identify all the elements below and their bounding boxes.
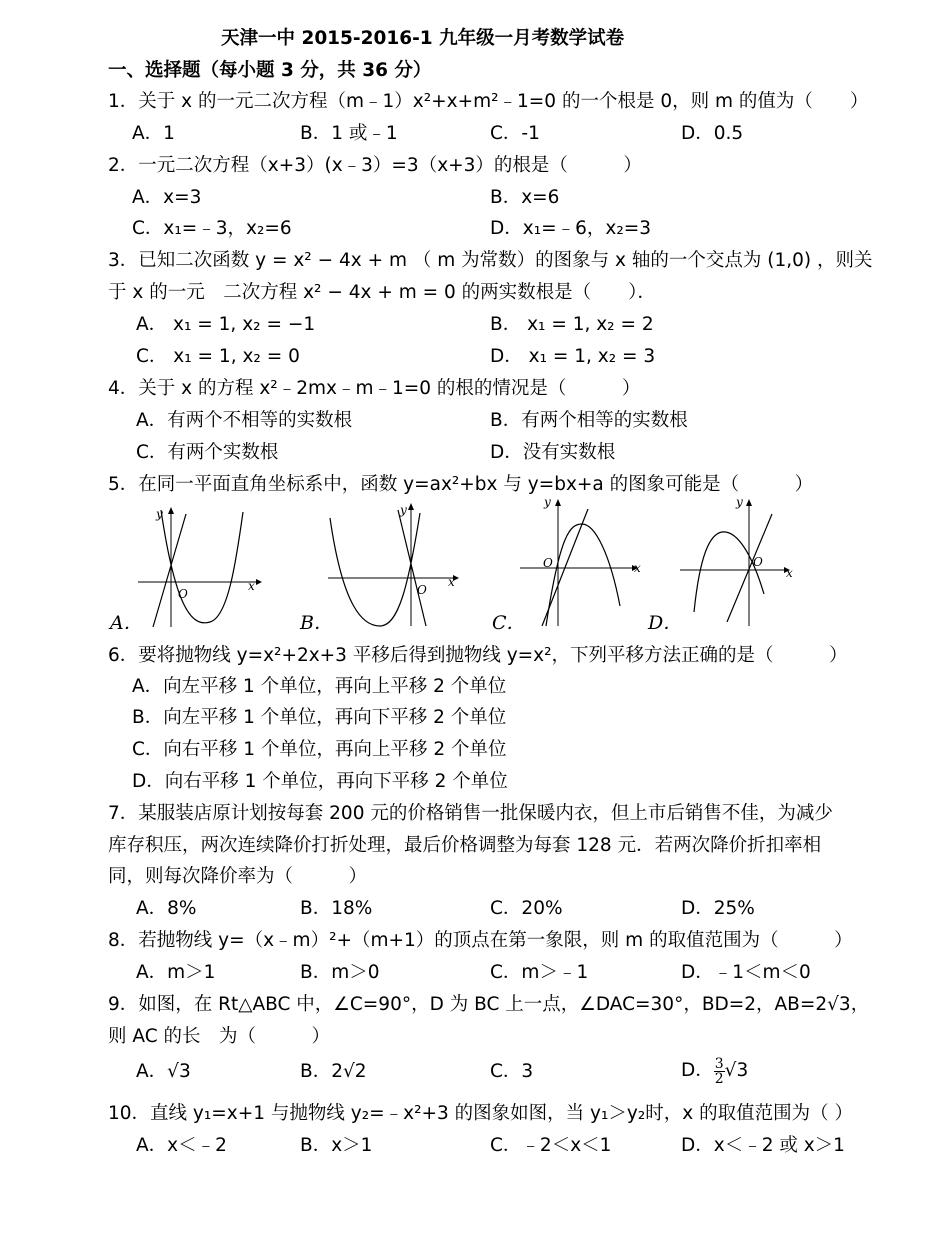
q8-option-d: D．﹣1＜m＜0: [681, 962, 811, 983]
q2-option-c: C．x₁=﹣3，x₂=6: [132, 218, 292, 239]
q5-label-a: A．: [110, 612, 143, 634]
parabola: [161, 510, 243, 623]
q1-option-d: D．0.5: [681, 123, 744, 144]
q5-graph-c: [510, 494, 650, 630]
fraction: [714, 1057, 725, 1086]
q3-stem-line2: 于 x 的一元 二次方程 x² − 4x + m = 0 的两实数根是（ ）．: [108, 282, 656, 303]
q7-stem-line1: 7．某服装店原计划按每套 200 元的价格销售一批保暖内衣，但上市后销售不佳，为减少: [108, 803, 833, 824]
q4-option-c: C．有两个实数根: [136, 442, 279, 463]
q8-option-a: A．m＞1: [136, 962, 216, 983]
fraction-numerator: 3: [714, 1055, 724, 1072]
parabola: [546, 524, 620, 626]
q10-option-c: C．﹣2＜x＜1: [490, 1135, 612, 1156]
q8-stem: 8．若抛物线 y=（x﹣m）²+（m+1）的顶点在第一象限，则 m 的取值范围为（ ）: [108, 930, 853, 951]
fraction-denominator: 2: [714, 1070, 724, 1087]
axis-x-label: x: [248, 579, 255, 593]
q4-option-d: D．没有实数根: [490, 442, 616, 463]
q3-option-a: A． x₁ = 1, x₂ = −1: [136, 314, 316, 335]
y-axis-arrow-icon: [746, 499, 752, 506]
q5-graph-b: [318, 498, 468, 630]
axis-y-label: y: [736, 495, 743, 509]
axis-y-label: y: [544, 495, 551, 509]
q2-stem: 2．一元二次方程（x+3）(x﹣3）=3（x+3）的根是（ ）: [108, 155, 642, 176]
q6-option-d: D．向右平移 1 个单位，再向下平移 2 个单位: [132, 771, 508, 792]
q9-option-d-prefix: D．: [681, 1060, 714, 1081]
axis-x-label: x: [634, 561, 641, 575]
q7-option-d: D．25%: [681, 898, 755, 919]
q6-option-c: C．向右平移 1 个单位，再向上平移 2 个单位: [132, 739, 507, 760]
q5-label-c: C．: [492, 612, 526, 634]
origin-label: O: [543, 556, 553, 570]
q10-stem: 10．直线 y₁=x+1 与抛物线 y₂=﹣x²+3 的图象如图，当 y₁＞y₂时，x 的取值范围为（ ）: [108, 1103, 853, 1124]
q9-stem-line1: 9．如图，在 Rt△ABC 中，∠C=90°，D 为 BC 上一点，∠DAC=30°，BD=2，AB=2√3，: [108, 994, 870, 1015]
q4-option-b: B．有两个相等的实数根: [490, 410, 688, 431]
q5-graph-d: [672, 494, 802, 630]
q9-stem-line2: 则 AC 的长 为（ ）: [108, 1026, 331, 1047]
q7-option-a: A．8%: [136, 898, 197, 919]
q8-option-c: C．m＞﹣1: [490, 962, 589, 983]
q3-option-d: D． x₁ = 1, x₂ = 3: [490, 346, 656, 367]
axis-x-label: x: [786, 566, 793, 580]
line: [153, 514, 186, 627]
q3-option-b: B． x₁ = 1, x₂ = 2: [490, 314, 654, 335]
q10-option-d: D．x＜﹣2 或 x＞1: [681, 1135, 845, 1156]
y-axis-arrow-icon: [408, 503, 414, 510]
q5-label-b: B．: [300, 612, 333, 634]
q7-stem-line3: 同，则每次降价率为（ ）: [108, 866, 368, 887]
q9-option-d: [681, 1056, 748, 1086]
q4-option-a: A．有两个不相等的实数根: [136, 410, 353, 431]
q1-stem: 1．关于 x 的一元二次方程（m﹣1）x²+x+m²﹣1=0 的一个根是 0，则 m 的值为（ ）: [108, 91, 869, 112]
q8-option-b: B．m＞0: [300, 962, 380, 983]
line: [398, 510, 426, 626]
q4-stem: 4．关于 x 的方程 x²﹣2mx﹣m﹣1=0 的根的情况是（ ）: [108, 378, 641, 399]
q6-option-a: A．向左平移 1 个单位，再向上平移 2 个单位: [132, 676, 507, 697]
q6-stem: 6．要将抛物线 y=x²+2x+3 平移后得到抛物线 y=x²，下列平移方法正确的是（ ）: [108, 645, 848, 666]
q1-option-c: C．-1: [490, 123, 540, 144]
q9-option-b: B．2√2: [300, 1061, 367, 1082]
parabola: [694, 532, 764, 612]
q2-option-d: D．x₁=﹣6，x₂=3: [490, 218, 652, 239]
q10-option-a: A．x＜﹣2: [136, 1135, 227, 1156]
q5-label-d: D．: [648, 612, 683, 634]
origin-label: O: [178, 587, 188, 601]
q3-option-c: C． x₁ = 1, x₂ = 0: [136, 346, 300, 367]
parabola: [330, 513, 420, 626]
y-axis-arrow-icon: [168, 507, 174, 514]
x-axis-arrow-icon: [256, 579, 262, 585]
q7-option-b: B．18%: [300, 898, 373, 919]
q6-option-b: B．向左平移 1 个单位，再向下平移 2 个单位: [132, 707, 507, 728]
axis-x-label: x: [448, 575, 455, 589]
q1-option-a: A．1: [132, 123, 175, 144]
page-title: 天津一中 2015-2016-1 九年级一月考数学试卷: [221, 28, 625, 49]
q9-option-c: C．3: [490, 1061, 534, 1082]
q9-option-a: A．√3: [136, 1061, 191, 1082]
axis-y-label: y: [400, 503, 407, 517]
q7-stem-line2: 库存积压，两次连续降价打折处理，最后价格调整为每套 128 元．若两次降价折扣率相: [108, 835, 822, 856]
q2-option-b: B．x=6: [490, 187, 560, 208]
q9-option-d-root: √3: [724, 1060, 749, 1081]
q7-option-c: C．20%: [490, 898, 563, 919]
q5-graph-a: [128, 502, 273, 632]
axis-y-label: y: [156, 507, 163, 521]
section-heading: 一、选择题（每小题 3 分，共 36 分）: [108, 60, 432, 81]
origin-label: O: [417, 583, 427, 597]
q5-stem: 5．在同一平面直角坐标系中，函数 y=ax²+bx 与 y=bx+a 的图象可能是（ ）: [108, 474, 814, 495]
y-axis-arrow-icon: [555, 499, 561, 506]
q2-option-a: A．x=3: [132, 187, 202, 208]
q10-option-b: B．x＞1: [300, 1135, 373, 1156]
origin-label: O: [753, 555, 763, 569]
q3-stem-line1: 3．已知二次函数 y = x² − 4x + m （ m 为常数）的图象与 x 轴的一个交点为 (1,0) ，则关: [108, 250, 873, 271]
q1-option-b: B．1 或﹣1: [300, 123, 398, 144]
